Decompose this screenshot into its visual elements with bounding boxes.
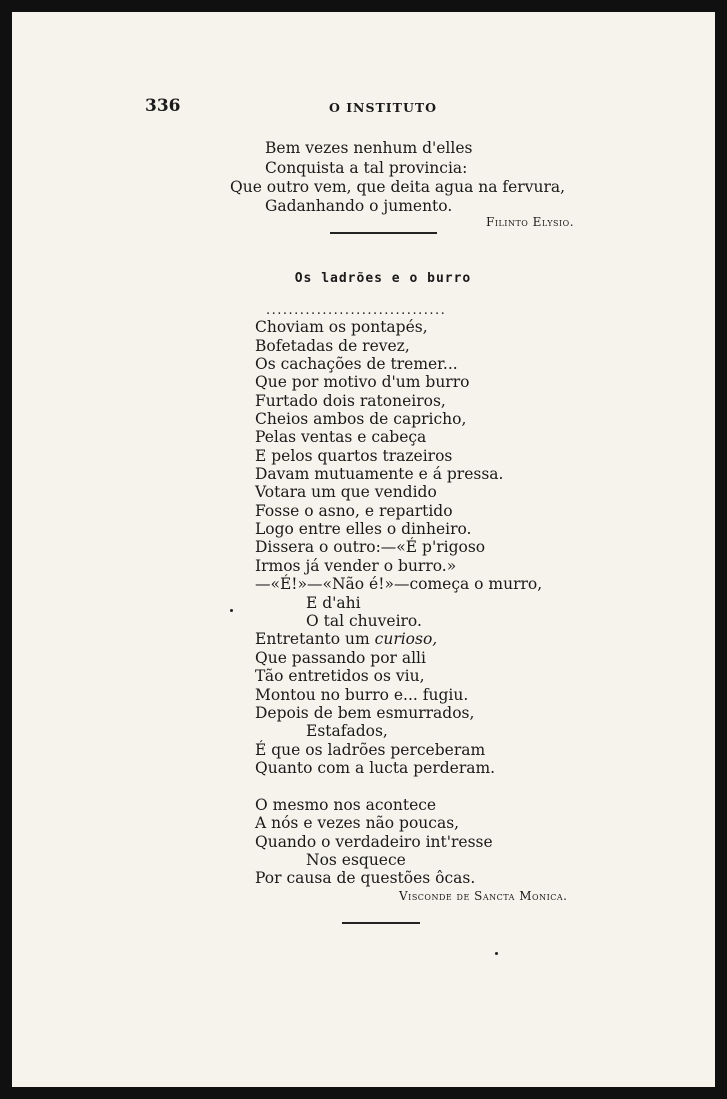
poem2-line: Estafados, — [306, 722, 388, 740]
poem2-line: Davam mutuamente e á pressa. — [255, 465, 504, 483]
poem2-line: Logo entre elles o dinheiro. — [255, 520, 472, 538]
poem2-line: Pelas ventas e cabeça — [255, 428, 427, 446]
poem2-line: Fosse o asno, e repartido — [255, 502, 453, 520]
poem2-line: Tão entretidos os viu, — [255, 667, 425, 685]
poem2-line: Quando o verdadeiro int'resse — [255, 833, 493, 851]
poem2-line: O mesmo nos acontece — [255, 796, 437, 814]
poem2-line: Nos esquece — [306, 851, 406, 869]
poem2-line: Depois de bem esmurrados, — [255, 704, 475, 722]
poem2-line: O tal chuveiro. — [306, 612, 422, 630]
poem1-line: Conquista a tal provincia: — [265, 159, 468, 177]
poem2-line: Quanto com a lucta perderam. — [255, 759, 496, 777]
poem2-line: Dissera o outro:—«É p'rigoso — [255, 538, 486, 556]
poem2-line: Irmos já vender o burro.» — [255, 557, 457, 575]
poem2-line: Os cachações de tremer... — [255, 355, 458, 373]
poem2-line: Cheios ambos de capricho, — [255, 410, 467, 428]
poem2-line: Choviam os pontapés, — [255, 318, 428, 336]
poem2-line: Por causa de questões ôcas. — [255, 869, 476, 887]
poem2-line: Furtado dois ratoneiros, — [255, 392, 446, 410]
poem2-line-italic: curioso, — [374, 630, 438, 648]
poem1-line: Gadanhando o jumento. — [265, 197, 453, 215]
poem2-line: Que por motivo d'um burro — [255, 373, 470, 391]
running-title: O INSTITUTO — [328, 100, 438, 115]
poem2-line: A nós e vezes não poucas, — [255, 814, 460, 832]
poem2-author: Visconde de Sancta Monica. — [399, 889, 568, 903]
poem2-line: É que os ladrões perceberam — [255, 741, 486, 759]
poem1-line: Bem vezes nenhum d'elles — [265, 139, 473, 157]
poem2-line: Votara um que vendido — [255, 483, 437, 501]
poem2-line — [255, 630, 437, 648]
poem1-author: Filinto Elysio. — [486, 215, 575, 229]
ink-speck — [495, 952, 498, 955]
ink-speck — [230, 609, 233, 612]
poem2-line-text: Entretanto um — [255, 630, 375, 648]
page-number: 336 — [145, 96, 181, 116]
poem2-line: Montou no burro e... fugiu. — [255, 686, 469, 704]
poem-title: Os ladrões e o burro — [294, 271, 472, 286]
ellipsis-line: ................................ — [266, 303, 447, 318]
poem2-line: Bofetadas de revez, — [255, 337, 410, 355]
section-divider — [330, 232, 437, 234]
poem2-line: —«É!»—«Não é!»—começa o murro, — [255, 575, 543, 593]
page — [12, 12, 715, 1087]
poem2-line: E d'ahi — [306, 594, 361, 612]
poem2-line: E pelos quartos trazeiros — [255, 447, 453, 465]
end-divider — [342, 922, 420, 924]
poem1-line: Que outro vem, que deita agua na fervura, — [230, 178, 566, 196]
poem2-line: Que passando por alli — [255, 649, 426, 667]
